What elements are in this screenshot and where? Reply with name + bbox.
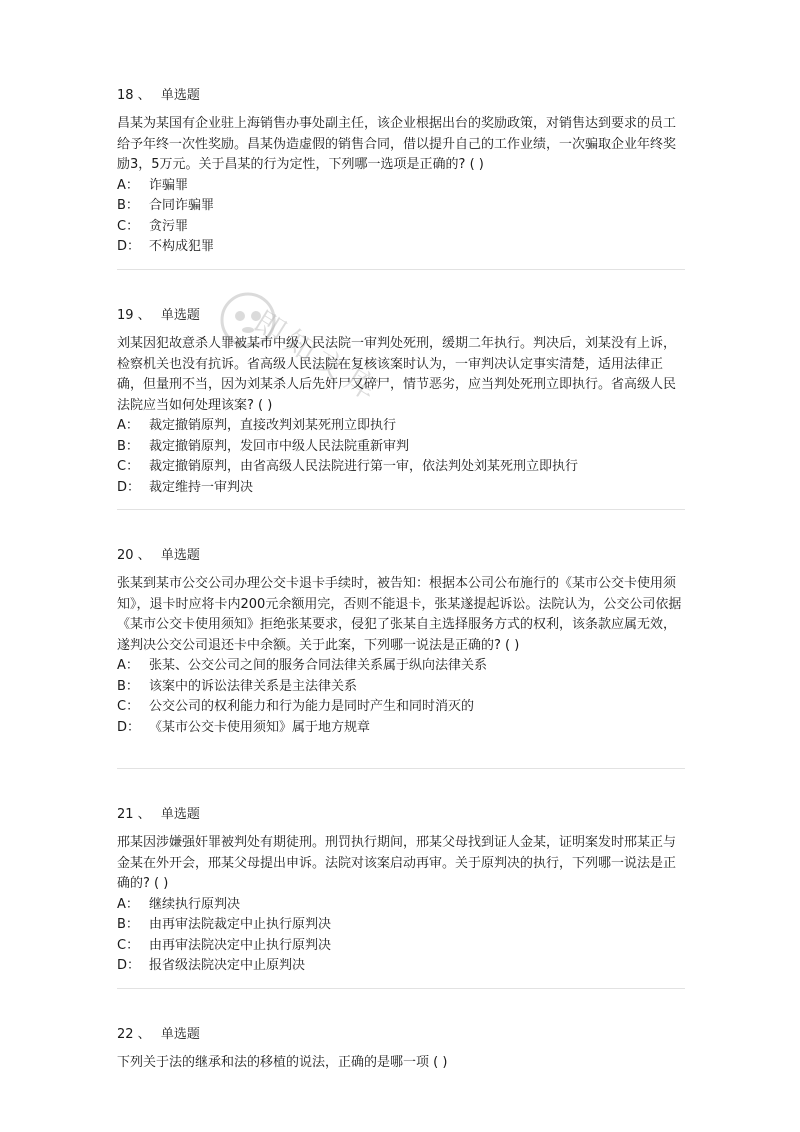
option-a[interactable]: A： 张某、公交公司之间的服务合同法律关系属于纵向法律关系: [117, 658, 488, 673]
option-d[interactable]: D： 不构成犯罪: [117, 239, 215, 254]
question-header: [117, 306, 687, 326]
option-c[interactable]: C： 贪污罪: [117, 218, 189, 234]
question-number: 21 、: [117, 807, 151, 822]
question-20: [117, 546, 687, 738]
divider: [117, 269, 685, 270]
question-type: 单选题: [160, 308, 200, 323]
option-b[interactable]: B： 该案中的诉讼法律关系是主法律关系: [117, 678, 358, 694]
divider: [117, 768, 685, 769]
option-b[interactable]: B： 裁定撤销原判，发回市中级人民法院重新审判: [117, 438, 410, 454]
option-c[interactable]: C： 公交公司的权利能力和行为能力是同时产生和同时消灭的: [117, 699, 475, 714]
question-number: 18 、: [117, 88, 151, 103]
question-type: 单选题: [160, 548, 200, 563]
option-c[interactable]: C： 裁定撤销原判，由省高级人民法院进行第一审，依法判处刘某死刑立即执行: [117, 459, 579, 474]
question-21: [117, 805, 687, 977]
question-type: 单选题: [160, 88, 200, 103]
question-22: [117, 1025, 687, 1074]
question-18: [117, 86, 687, 258]
option-b[interactable]: B： 合同诈骗罪: [117, 198, 215, 213]
option-a[interactable]: A： 裁定撤销原判，直接改判刘某死刑立即执行: [117, 418, 397, 433]
question-stem: 昌某为某国有企业驻上海销售办事处副主任，该企业根据出台的奖励政策，对销售达到要求的员工给予年终一次性奖励。昌某伪造虚假的销售合同，借以提升自己的工作业绩，一次骗取企业年终奖励3，5万元。关于昌某的行为定性，下列哪一选项是正确的? ( ): [117, 116, 677, 172]
question-stem: 张某到某市公交公司办理公交卡退卡手续时，被告知：根据本公司公布施行的《某市公交卡使用须知》，退卡时应将卡内200元余额用完，否则不能退卡，张某遂提起诉讼。法院认为，公交公司依据《某市公交卡使用须知》拒绝张某要求，侵犯了张某自主选择服务方式的权利，该条款应属无效，遂判决公交公司退还卡中余额。关于此案，下列哪一说法是正确的? ( ): [117, 576, 682, 653]
question-type: 单选题: [160, 1027, 200, 1042]
option-d[interactable]: D： 《某市公交卡使用须知》属于地方规章: [117, 719, 371, 735]
option-d[interactable]: D： 报省级法院决定中止原判决: [117, 958, 306, 973]
question-type: 单选题: [160, 807, 200, 822]
question-header: [117, 1025, 687, 1045]
question-header: [117, 805, 687, 825]
question-stem: 邢某因涉嫌强奸罪被判处有期徒刑。刑罚执行期间，邢某父母找到证人金某，证明案发时邢某正与金某在外开会，邢某父母提出申诉。法院对该案启动再审。关于原判决的执行，下列哪一说法是正确的? ( ): [117, 835, 677, 891]
question-stem: 下列关于法的继承和法的移植的说法，正确的是哪一项 ( ): [117, 1055, 448, 1070]
question-header: [117, 546, 687, 566]
option-a[interactable]: A： 诈骗罪: [117, 177, 189, 193]
divider: [117, 509, 685, 510]
option-c[interactable]: C： 由再审法院决定中止执行原判决: [117, 937, 332, 953]
question-number: 19 、: [117, 308, 151, 323]
question-number: 22 、: [117, 1027, 151, 1042]
option-d[interactable]: D： 裁定维持一审判决: [117, 479, 254, 495]
option-a[interactable]: A： 继续执行原判决: [117, 896, 241, 912]
question-header: [117, 86, 687, 106]
divider: [117, 988, 685, 989]
question-stem: 刘某因犯故意杀人罪被某市中级人民法院一审判处死刑，缓期二年执行。判决后，刘某没有上诉，检察机关也没有抗诉。省高级人民法院在复核该案时认为，一审判决认定事实清楚，适用法律正确，但量刑不当，因为刘某杀人后先奸尸又碎尸，情节恶劣，应当判处死刑立即执行。省高级人民法院应当如何处理该案? ( ): [117, 336, 677, 413]
option-b[interactable]: B： 由再审法院裁定中止执行原判决: [117, 917, 332, 932]
question-19: [117, 306, 687, 498]
question-number: 20 、: [117, 548, 151, 563]
watermark-text: 即知文库: [247, 304, 388, 411]
